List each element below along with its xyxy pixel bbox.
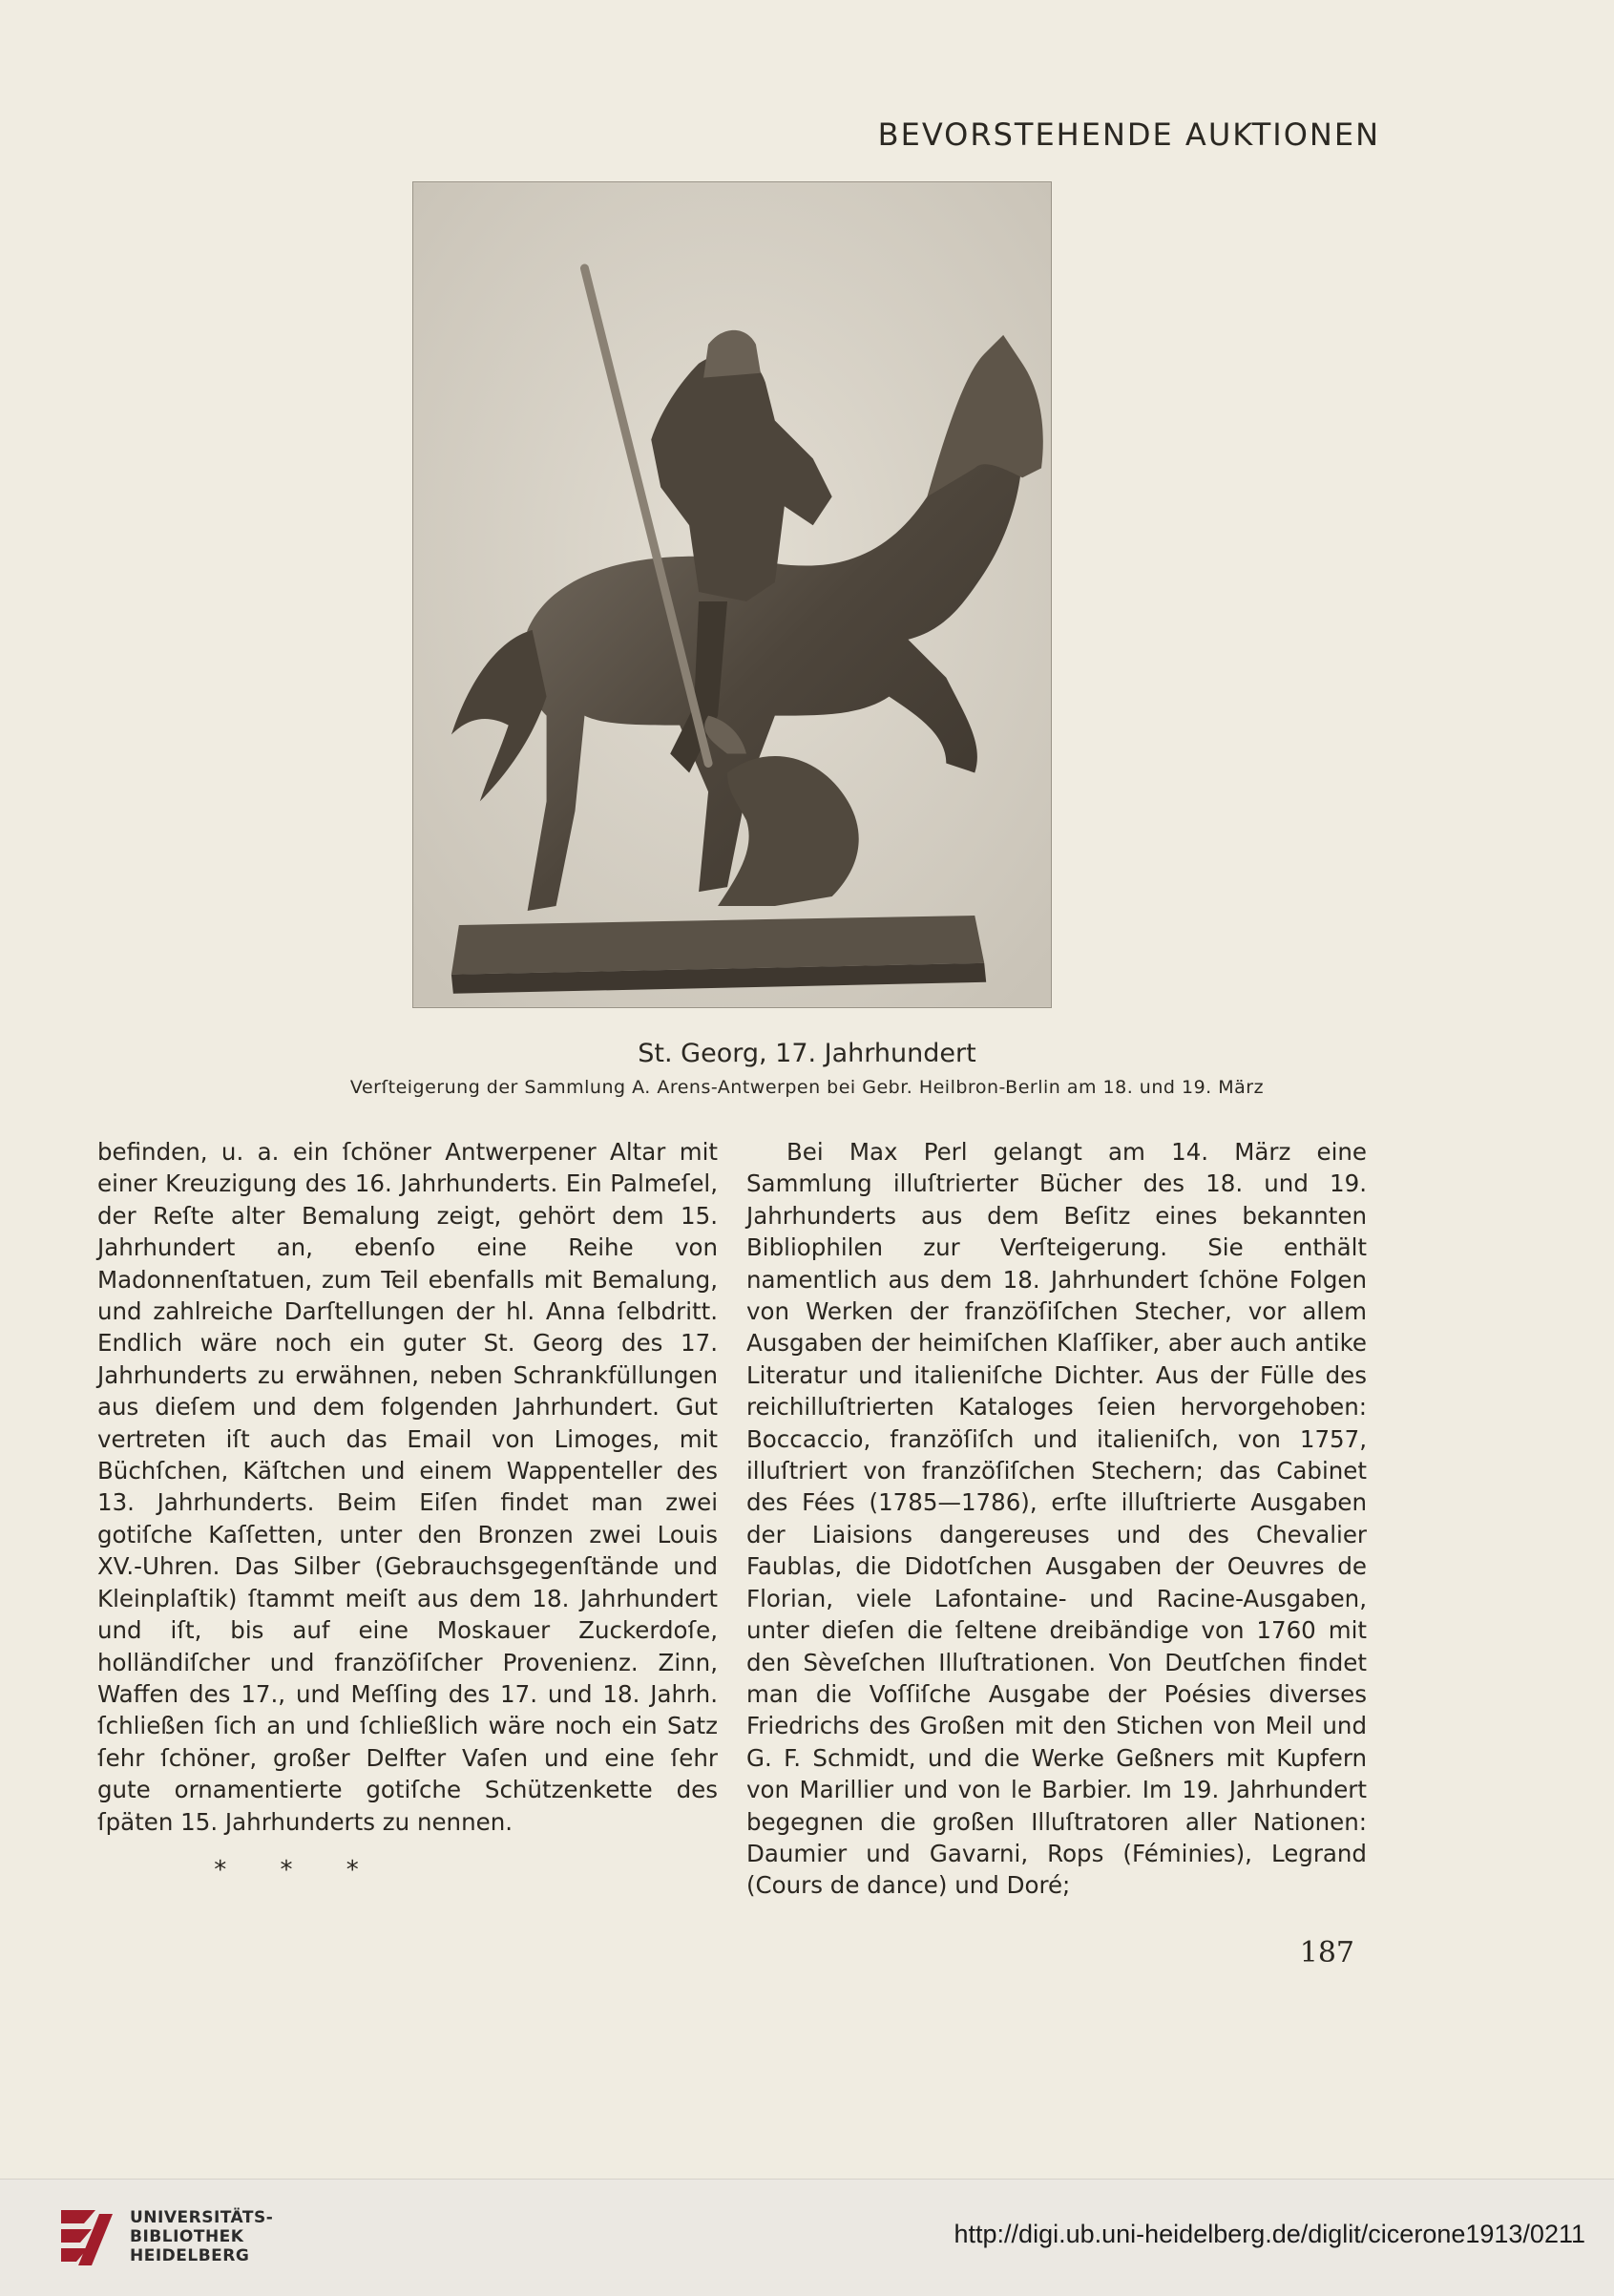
section-asterism: * * * xyxy=(214,1855,382,1885)
left-text-column xyxy=(97,1136,718,1886)
figure-caption-credit: Verſteigerung der Sammlung A. Arens-Antwerpen bei Gebr. Heilbron-Berlin am 18. und 19. März xyxy=(349,1077,1265,1098)
left-column-paragraph: befinden, u. a. ein ſchöner Antwerpener Altar mit einer Kreuzigung des 16. Jahrhunderts. Ein Palmeſel, der Reſte alter Bemalung zeigt, gehört dem 15. Jahrhundert an, ebenſo eine Reihe von Madonnenſtatuen, zum Teil ebenfalls mit Bemalung, und zahlreiche Darſtellungen der hl. Anna ſelbdritt. Endlich wäre noch ein guter St. Georg des 17. Jahrhunderts zu erwähnen, neben Schrankfüllungen aus dieſem und dem folgenden Jahrhundert. Gut vertreten iſt auch das Email von Limoges, mit Büchſchen, Käſtchen und einem Wappenteller des 13. Jahrhunderts. Beim Eiſen findet man zwei gotiſche Kaſſetten, unter den Bronzen zwei Louis XV.-Uhren. Das Silber (Gebrauchsgegenſtände und Kleinplaſtik) ſtammt meiſt aus dem 18. Jahrhundert und iſt, bis auf eine Moskauer Zuckerdoſe, holländiſcher und franzöſiſcher Provenienz. Zinn, Waffen des 17., und Meſſing des 17. und 18. Jahrh. ſchließen ſich an und ſchließlich wäre noch ein Satz ſehr ſchöner, großer Delfter Vaſen und eine ſehr gute ornamentierte gotiſche Schützenkette des ſpäten 15. Jahrhunderts zu nennen. xyxy=(97,1138,718,1836)
right-text-column xyxy=(746,1136,1367,1902)
library-name-line: HEIDELBERG xyxy=(130,2246,250,2265)
st-georg-statue-illustration xyxy=(413,182,1051,1007)
permalink-url[interactable]: http://digi.ub.uni-heidelberg.de/diglit/cicerone1913/0211 xyxy=(954,2220,1585,2248)
university-library-logo-icon[interactable] xyxy=(57,2204,116,2271)
right-column-paragraph: Bei Max Perl gelangt am 14. März eine Sammlung illuſtrierter Bücher des 18. und 19. Jahrhunderts aus dem Beſitz eines bekannten Bibliophilen zur Verſteigerung. Sie enthält namentlich aus dem 18. Jahrhundert ſchöne Folgen von Werken der franzöſiſchen Stecher, vor allem Ausgaben der heimiſchen Klaſſiker, aber auch antike Literatur und italieniſche Dichter. Aus der Fülle des reichilluſtrierten Kataloges ſeien hervorgehoben: Boccaccio, franzöſiſch und italieniſch, von 1757, illuſtriert von franzöſiſchen Stechern; das Cabinet des Fées (1785—1786), erſte illuſtrierte Ausgaben der Liaisions dangereuses und des Chevalier Faublas, die Didotſchen Ausgaben der Oeuvres de Florian, viele Lafontaine- und Racine-Ausgaben, unter dieſen die ſeltene dreibändige von 1760 mit den Sèveſchen Illuſtrationen. Von Deutſchen findet man die Voſſiſche Ausgabe der Poésies diverses Friedrichs des Großen mit den Stichen von Meil und G. F. Schmidt, und die Werke Geßners mit Kupfern von Marillier und von le Barbier. Im 19. Jahrhundert begegnen die großen Illuſtratoren aller Nationen: Daumier und Gavarni, Rops (Féminies), Legrand (Cours de dance) und Doré; xyxy=(746,1138,1367,1900)
library-name-line: UNIVERSITÄTS- xyxy=(130,2208,274,2227)
library-name-line: BIBLIOTHEK xyxy=(130,2227,244,2246)
library-name xyxy=(130,2208,273,2265)
figure-caption-title: St. Georg, 17. Jahrhundert xyxy=(638,1039,976,1068)
st-georg-photograph xyxy=(412,181,1052,1008)
running-head: BEVORSTEHENDE AUKTIONEN xyxy=(877,116,1380,153)
page-number: 187 xyxy=(1299,1936,1354,1970)
footer-bar xyxy=(0,2179,1614,2296)
